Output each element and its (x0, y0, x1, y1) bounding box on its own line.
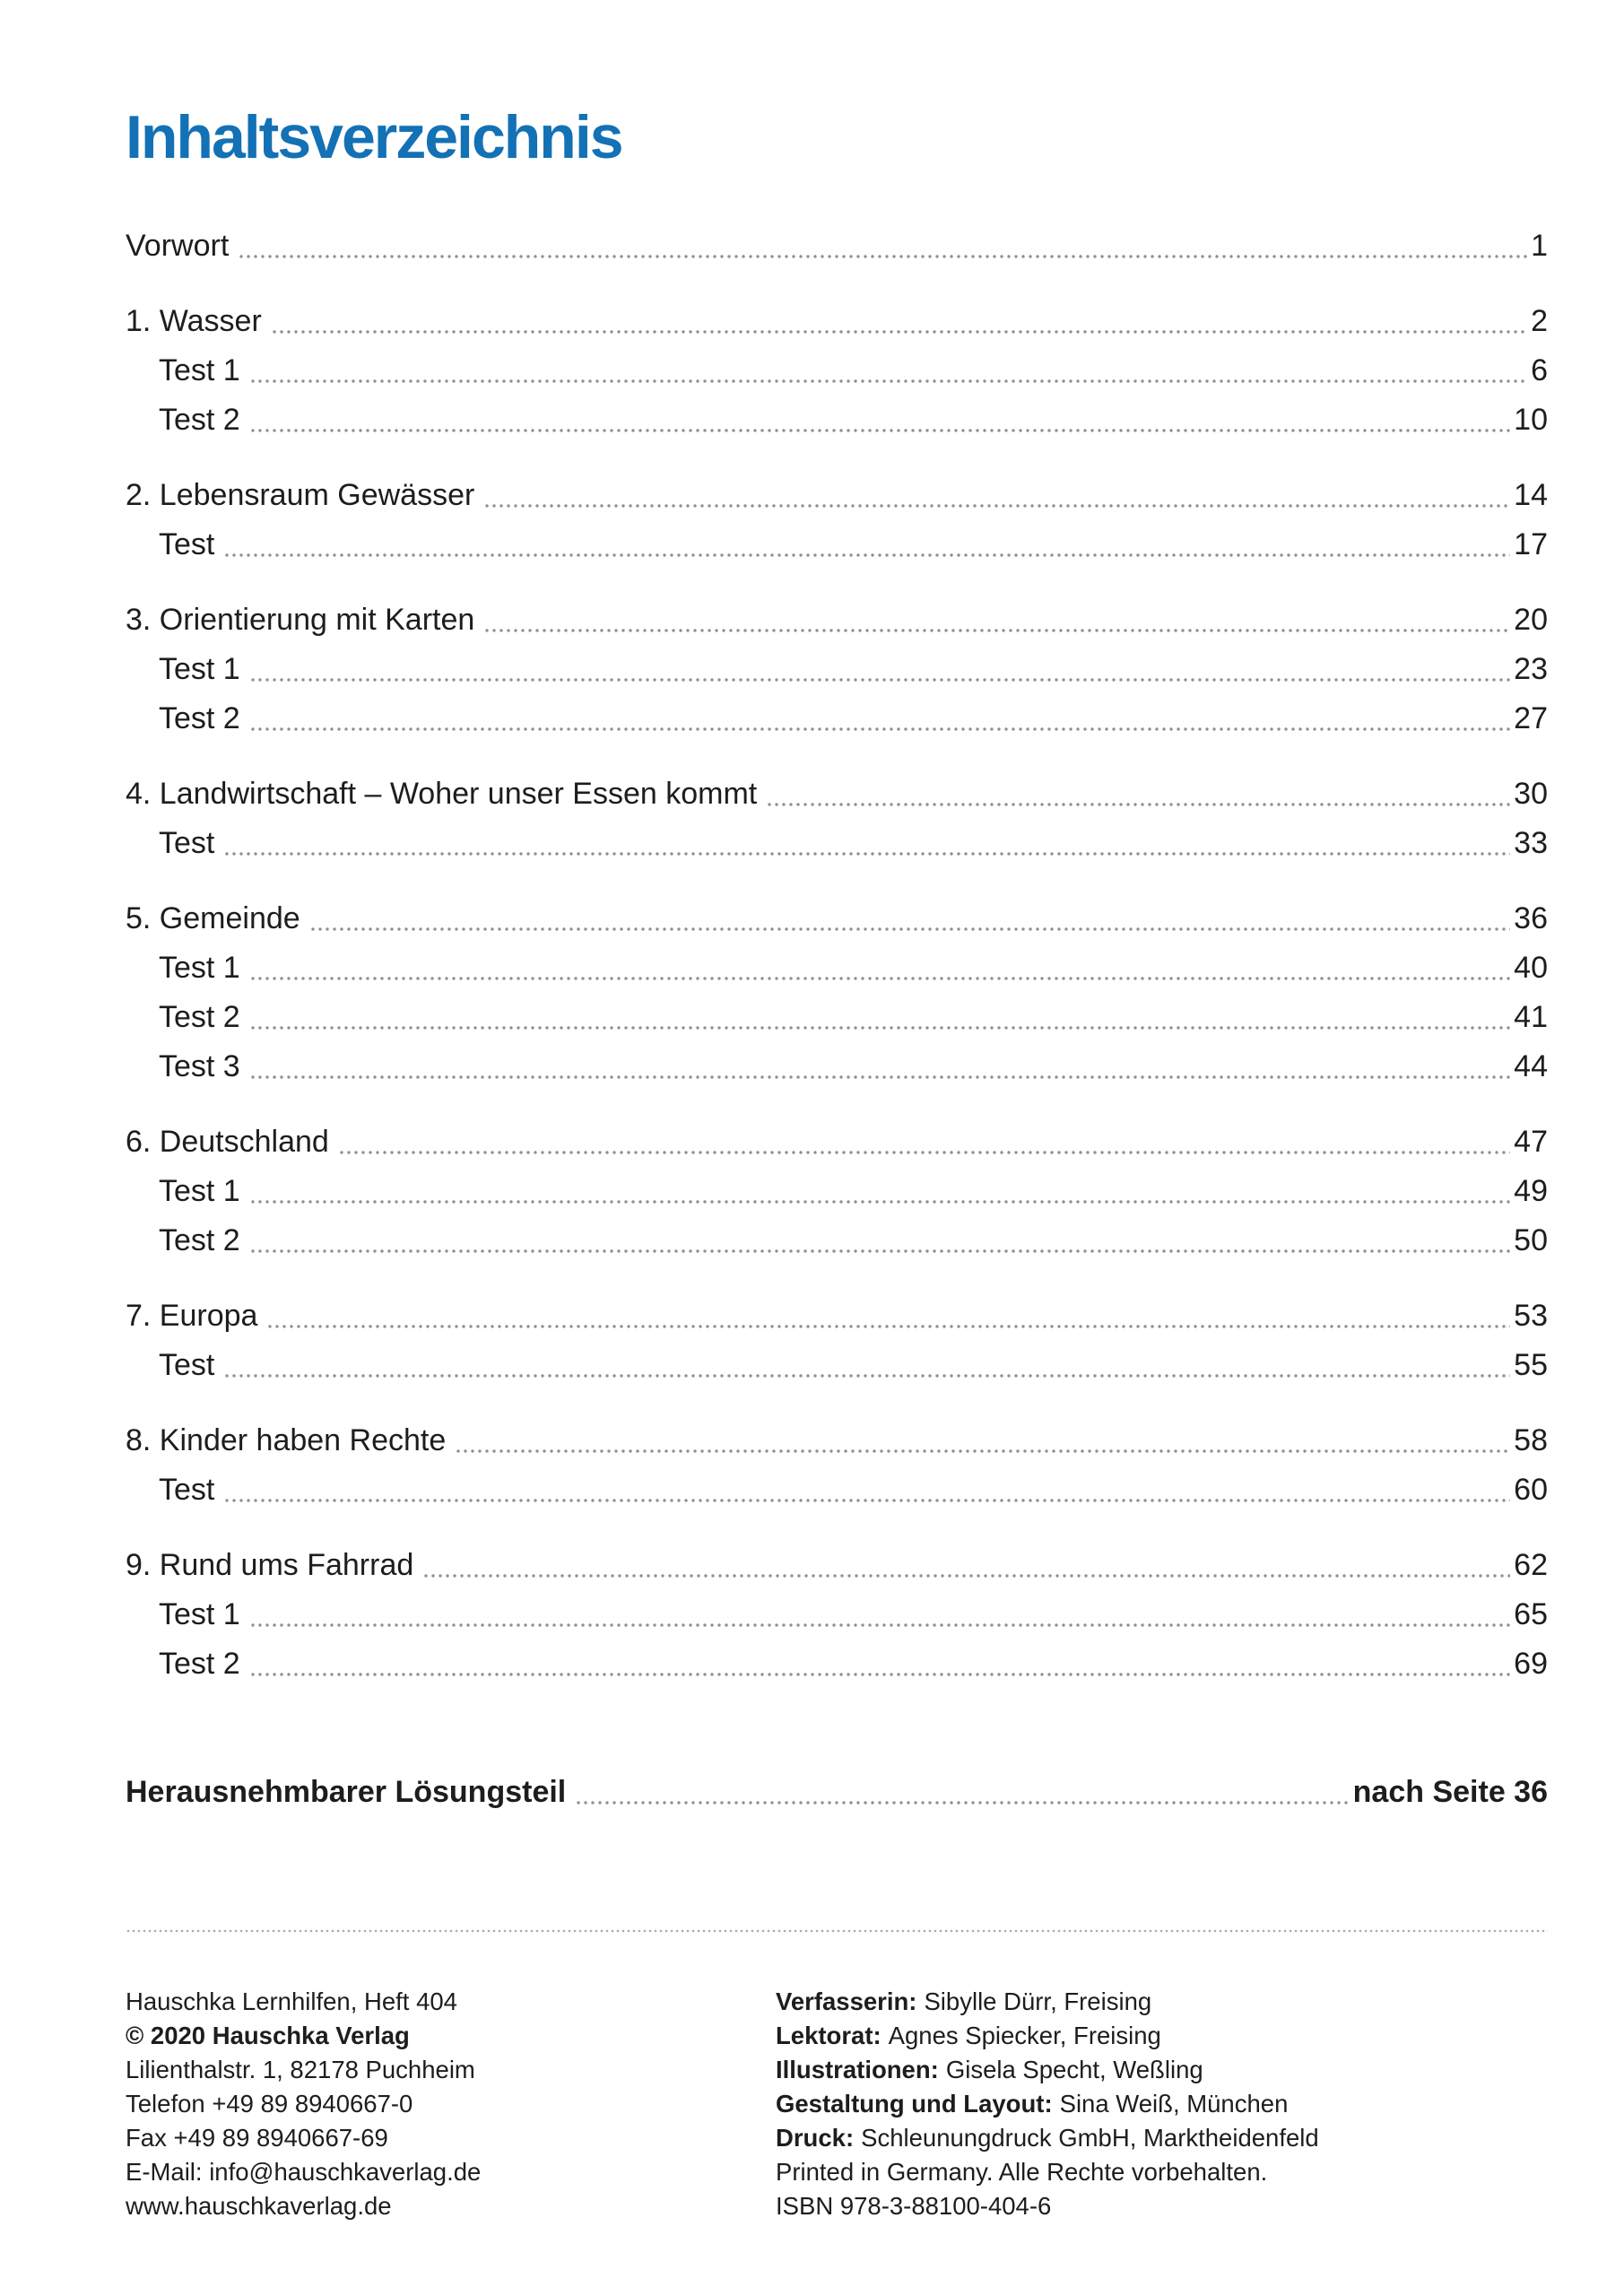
credits-info-line (776, 2121, 1548, 2155)
credits-info-line (776, 2053, 1548, 2087)
leader-dots (338, 1150, 1510, 1155)
credits-info (776, 1985, 1548, 2223)
publisher-info-line (126, 2121, 776, 2155)
page-title: Inhaltsverzeichnis (126, 103, 622, 171)
toc-entry-label: Vorwort (126, 229, 230, 264)
toc-entry-label: 8. Kinder haben Rechte (126, 1423, 447, 1458)
toc-entry-page: 53 (1514, 1299, 1548, 1334)
leader-dots (575, 1800, 1349, 1805)
toc-entry-page: 50 (1514, 1223, 1548, 1258)
toc-entry (126, 645, 1548, 694)
toc-entry-page: 10 (1514, 403, 1548, 438)
toc-entry (126, 894, 1548, 944)
toc-entry (126, 346, 1548, 396)
leader-dots (483, 503, 1510, 509)
publisher-info-text: www.hauschkaverlag.de (126, 2192, 392, 2221)
toc-entry (126, 1590, 1548, 1639)
toc-entry (126, 471, 1548, 520)
publisher-info-line (126, 2189, 776, 2223)
publisher-info-text: E-Mail: info@hauschkaverlag.de (126, 2158, 482, 2187)
credits-info-line (776, 2019, 1548, 2053)
credits-info-label: Lektorat: (776, 2022, 881, 2050)
toc-entry-label: Test 1 (159, 1174, 240, 1209)
leader-dots (455, 1448, 1510, 1454)
credits-info-text: Agnes Spiecker, Freising (888, 2022, 1161, 2050)
toc-entry-label: Test 1 (159, 353, 240, 388)
leader-dots (309, 926, 1511, 932)
toc-entry (126, 297, 1548, 346)
toc-entry-page: 20 (1514, 603, 1548, 638)
footer-separator (126, 1929, 1548, 1933)
solutions-entry (126, 1768, 1548, 1817)
toc-entry (126, 944, 1548, 993)
credits-info-label: Illustrationen: (776, 2056, 939, 2084)
toc-entry-label: Test (159, 527, 215, 562)
toc-entry-label: 5. Gemeinde (126, 901, 300, 936)
toc-entry-page: 69 (1514, 1647, 1548, 1682)
publisher-info-text: Telefon +49 89 8940667-0 (126, 2090, 413, 2118)
toc-entry-page: 2 (1531, 304, 1548, 339)
toc-entry-page: 1 (1531, 229, 1548, 264)
publisher-info-line (126, 1985, 776, 2019)
toc-entry (126, 1541, 1548, 1590)
toc-entry (126, 1042, 1548, 1091)
leader-dots (238, 254, 1527, 259)
credits-info-text: Schleunungdruck GmbH, Marktheidenfeld (861, 2124, 1319, 2152)
toc-entry-label: Test (159, 1473, 215, 1508)
toc-entry (126, 1292, 1548, 1341)
toc-entry (126, 1216, 1548, 1265)
toc-entry-label: Test (159, 826, 215, 861)
toc-entry-page: 17 (1514, 527, 1548, 562)
toc-entry-label: Test 2 (159, 1223, 240, 1258)
toc-entry-page: 44 (1514, 1049, 1548, 1084)
toc-entry-page: 36 (1514, 901, 1548, 936)
toc-entry (126, 222, 1548, 271)
toc-entry-label: Test (159, 1348, 215, 1383)
toc-entry-page: 23 (1514, 652, 1548, 687)
credits-info-line (776, 1985, 1548, 2019)
publisher-info-line (126, 2155, 776, 2189)
toc-entry (126, 1465, 1548, 1515)
toc-entry-label: Test 2 (159, 701, 240, 736)
toc-entry-label: 6. Deutschland (126, 1125, 329, 1160)
publisher-info-line (126, 2053, 776, 2087)
toc-entry-label: 1. Wasser (126, 304, 262, 339)
toc-entry-page: 40 (1514, 951, 1548, 986)
credits-info-text: Sina Weiß, München (1059, 2090, 1289, 2118)
publisher-info-text: © 2020 Hauschka Verlag (126, 2022, 410, 2050)
leader-dots (223, 552, 1510, 558)
leader-dots (249, 677, 1510, 683)
solutions-page: nach Seite 36 (1352, 1775, 1548, 1810)
toc-entry-label: Test 1 (159, 1597, 240, 1632)
credits-info-label: Verfasserin: (776, 1987, 917, 2016)
leader-dots (249, 378, 1527, 384)
leader-dots (271, 329, 1527, 335)
toc-entry-page: 65 (1514, 1597, 1548, 1632)
leader-dots (249, 1622, 1510, 1628)
toc-entry-label: 7. Europa (126, 1299, 258, 1334)
toc-entry-page: 55 (1514, 1348, 1548, 1383)
toc-entry-page: 47 (1514, 1125, 1548, 1160)
publisher-info-text: Fax +49 89 8940667-69 (126, 2124, 388, 2152)
toc-entry (126, 596, 1548, 645)
toc-entry (126, 819, 1548, 868)
toc-entry (126, 694, 1548, 744)
toc-entry-label: 4. Landwirtschaft – Woher unser Essen kommt (126, 777, 758, 812)
toc-entry-page: 27 (1514, 701, 1548, 736)
toc-entry-page: 30 (1514, 777, 1548, 812)
toc-entry-label: Test 1 (159, 652, 240, 687)
toc-entry-page: 41 (1514, 1000, 1548, 1035)
credits-info-text: ISBN 978-3-88100-404-6 (776, 2192, 1052, 2221)
leader-dots (766, 802, 1510, 807)
leader-dots (223, 851, 1510, 857)
leader-dots (249, 1199, 1510, 1205)
leader-dots (249, 1672, 1510, 1677)
publisher-info-text: Lilienthalstr. 1, 82178 Puchheim (126, 2056, 475, 2084)
toc-entry-page: 14 (1514, 478, 1548, 513)
table-of-contents (126, 222, 1548, 1689)
credits-info-text: Printed in Germany. Alle Rechte vorbehalten. (776, 2158, 1268, 2187)
leader-dots (249, 1248, 1510, 1254)
toc-entry-label: 2. Lebensraum Gewässer (126, 478, 475, 513)
toc-entry-label: Test 2 (159, 1647, 240, 1682)
leader-dots (266, 1324, 1510, 1329)
credits-info-label: Gestaltung und Layout: (776, 2090, 1053, 2118)
credits-info-line (776, 2087, 1548, 2121)
leader-dots (223, 1373, 1510, 1378)
toc-entry-page: 62 (1514, 1548, 1548, 1583)
credits-info-line (776, 2189, 1548, 2223)
solutions-label: Herausnehmbarer Lösungsteil (126, 1775, 567, 1810)
leader-dots (249, 1025, 1510, 1031)
leader-dots (422, 1573, 1510, 1578)
toc-entry (126, 1639, 1548, 1689)
toc-entry-page: 58 (1514, 1423, 1548, 1458)
toc-entry-label: Test 2 (159, 403, 240, 438)
publisher-info-line (126, 2087, 776, 2121)
toc-entry (126, 520, 1548, 570)
leader-dots (249, 976, 1510, 981)
toc-entry-label: 9. Rund ums Fahrrad (126, 1548, 414, 1583)
publisher-info-text: Hauschka Lernhilfen, Heft 404 (126, 1987, 457, 2016)
leader-dots (249, 1074, 1510, 1080)
leader-dots (223, 1498, 1510, 1503)
toc-entry-label: Test 1 (159, 951, 240, 986)
toc-entry-label: 3. Orientierung mit Karten (126, 603, 475, 638)
leader-dots (249, 726, 1510, 732)
toc-entry (126, 1167, 1548, 1216)
publisher-info (126, 1985, 776, 2223)
credits-info-text: Gisela Specht, Weßling (945, 2056, 1203, 2084)
toc-entry (126, 770, 1548, 819)
toc-entry (126, 1118, 1548, 1167)
toc-entry-page: 60 (1514, 1473, 1548, 1508)
toc-entry-page: 33 (1514, 826, 1548, 861)
toc-entry-label: Test 2 (159, 1000, 240, 1035)
toc-entry-page: 6 (1531, 353, 1548, 388)
publisher-info-line (126, 2019, 776, 2053)
credits-info-text: Sibylle Dürr, Freising (924, 1987, 1152, 2016)
toc-entry (126, 993, 1548, 1042)
credits-info-line (776, 2155, 1548, 2189)
imprint-footer (126, 1985, 1548, 2223)
toc-entry (126, 396, 1548, 445)
credits-info-label: Druck: (776, 2124, 855, 2152)
toc-entry-page: 49 (1514, 1174, 1548, 1209)
leader-dots (483, 628, 1510, 633)
leader-dots (249, 428, 1510, 433)
toc-entry-label: Test 3 (159, 1049, 240, 1084)
toc-entry (126, 1416, 1548, 1465)
toc-entry (126, 1341, 1548, 1390)
